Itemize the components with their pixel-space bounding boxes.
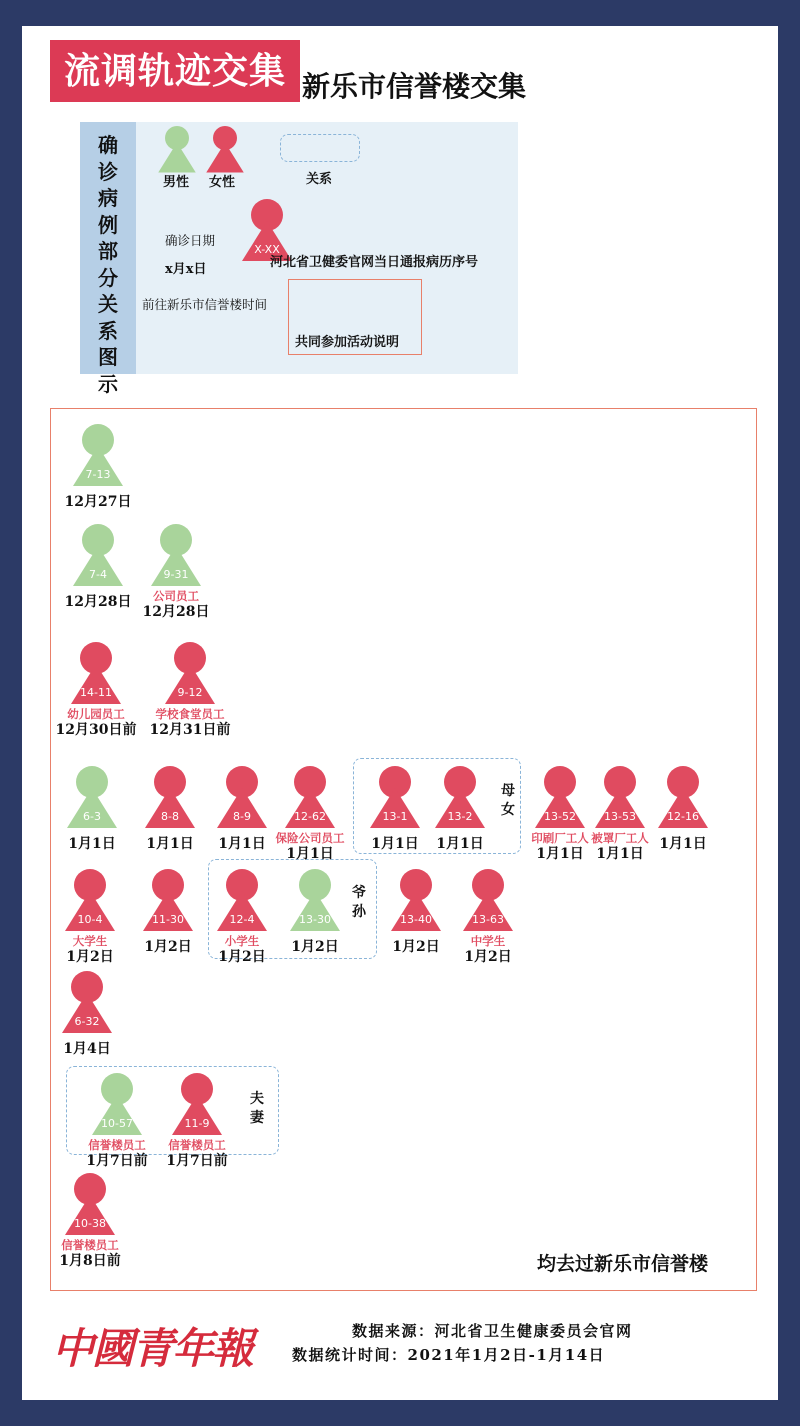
legend-title-char: 部 xyxy=(98,239,118,263)
case-role: 大学生 xyxy=(72,934,108,948)
legend-female-label: 女性 xyxy=(209,175,236,190)
legend-title-char: 分 xyxy=(98,265,118,290)
male-case-person-icon xyxy=(70,424,126,488)
infographic-page xyxy=(22,26,778,1400)
female-case-person-icon xyxy=(142,766,198,830)
case-visit-date: 1月2日 xyxy=(392,939,440,955)
page-subtitle: 新乐市信誉楼交集 xyxy=(302,70,527,103)
case-id: 6-3 xyxy=(83,810,101,823)
female-case-person-icon xyxy=(62,869,118,933)
case-id: 13-2 xyxy=(447,810,473,823)
case-id: 11-9 xyxy=(184,1117,210,1130)
case-id: 8-8 xyxy=(161,810,179,823)
case-id: 9-31 xyxy=(163,568,189,581)
case-visit-date: 1月1日 xyxy=(371,836,419,852)
case-id: 11-30 xyxy=(152,913,184,926)
case-visit-date: 12月30日前 xyxy=(55,722,137,738)
data-source-text: 数据来源：河北省卫生健康委员会官网 xyxy=(352,1322,633,1340)
female-case-person-icon xyxy=(59,971,115,1035)
case-role: 印刷厂工人 xyxy=(531,831,589,845)
data-stat-time-text: 数据统计时间：2021年1月2日-1月14日 xyxy=(292,1346,606,1364)
legend-title-char: 关 xyxy=(98,292,118,316)
legend-male-label: 男性 xyxy=(163,175,190,190)
female-person-icon xyxy=(204,126,246,174)
legend-relation-box xyxy=(280,134,360,162)
case-visit-date: 1月1日 xyxy=(146,836,194,852)
female-case-person-icon xyxy=(532,766,588,830)
case-visit-date: 1月7日前 xyxy=(166,1153,228,1169)
case-role: 公司员工 xyxy=(153,589,199,603)
case-id: 9-12 xyxy=(177,686,203,699)
female-case-person-icon xyxy=(282,766,338,830)
case-visit-date: 1月1日 xyxy=(218,836,266,852)
legend-title-char: 病 xyxy=(98,186,118,210)
female-case-person-icon xyxy=(214,766,270,830)
legend-activity-label: 共同参加活动说明 xyxy=(295,335,400,350)
case-visit-date: 1月2日 xyxy=(218,949,266,965)
case-id: 10-38 xyxy=(74,1217,106,1230)
relation-label-couple: 夫妻 xyxy=(250,1091,264,1126)
case-id: 12-16 xyxy=(667,810,699,823)
legend-title-char: 系 xyxy=(98,318,118,343)
case-role: 保险公司员工 xyxy=(275,831,345,845)
case-visit-date: 1月1日 xyxy=(436,836,484,852)
case-id: 10-4 xyxy=(77,913,103,926)
case-id: 12-4 xyxy=(229,913,255,926)
male-case-person-icon xyxy=(89,1073,145,1137)
case-visit-date: 12月31日前 xyxy=(149,722,231,738)
case-role: 被罩厂工人 xyxy=(591,831,649,845)
male-case-person-icon xyxy=(148,524,204,588)
legend-relation-label: 关系 xyxy=(306,172,333,187)
legend-case-number-label: 河北省卫健委官网当日通报病历序号 xyxy=(270,255,479,270)
male-case-person-icon xyxy=(287,869,343,933)
male-person-icon xyxy=(156,126,198,174)
female-case-person-icon xyxy=(655,766,711,830)
case-id: 13-53 xyxy=(604,810,636,823)
legend-title-char: 确 xyxy=(98,133,118,157)
case-role: 信誉楼员工 xyxy=(88,1138,146,1152)
female-case-person-icon xyxy=(169,1073,225,1137)
case-role: 幼儿园员工 xyxy=(67,707,125,721)
case-visit-date: 1月2日 xyxy=(144,939,192,955)
page-title: 流调轨迹交集 xyxy=(50,40,300,102)
case-role: 信誉楼员工 xyxy=(168,1138,226,1152)
case-id: 14-11 xyxy=(80,686,112,699)
case-id: 13-63 xyxy=(472,913,504,926)
male-case-person-icon xyxy=(70,524,126,588)
case-visit-date: 1月1日 xyxy=(286,846,334,862)
case-visit-date: 1月1日 xyxy=(536,846,584,862)
female-case-person-icon xyxy=(432,766,488,830)
legend-title-char: 例 xyxy=(98,212,118,237)
sample-person-icon xyxy=(239,199,295,263)
case-visit-date: 12月28日 xyxy=(142,604,210,620)
case-id: 7-13 xyxy=(85,468,111,481)
legend-title-char: 图 xyxy=(98,345,118,369)
case-role: 学校食堂员工 xyxy=(155,707,225,721)
case-role: 信誉楼员工 xyxy=(61,1238,119,1252)
china-youth-daily-logo: 中國青年報 xyxy=(52,1324,253,1373)
sample-case-id: X-XX xyxy=(254,243,280,256)
case-visit-date: 1月2日 xyxy=(66,949,114,965)
female-case-person-icon xyxy=(162,642,218,706)
female-case-person-icon xyxy=(367,766,423,830)
case-visit-date: 1月2日 xyxy=(291,939,339,955)
case-role: 小学生 xyxy=(224,934,260,948)
case-id: 13-40 xyxy=(400,913,432,926)
legend-date-placeholder: x月x日 xyxy=(165,262,207,277)
case-visit-date: 1月7日前 xyxy=(86,1153,148,1169)
case-visit-date: 12月27日 xyxy=(64,494,132,510)
legend-title-char: 示 xyxy=(98,371,118,396)
legend-confirm-date-label: 确诊日期 xyxy=(165,233,216,248)
female-case-person-icon xyxy=(388,869,444,933)
case-id: 7-4 xyxy=(89,568,107,581)
female-case-person-icon xyxy=(214,869,270,933)
legend-title-char: 诊 xyxy=(98,159,118,184)
female-case-person-icon xyxy=(140,869,196,933)
female-case-person-icon xyxy=(62,1173,118,1237)
visited-note: 均去过新乐市信誉楼 xyxy=(537,1253,709,1275)
case-id: 13-52 xyxy=(544,810,576,823)
case-visit-date: 1月1日 xyxy=(596,846,644,862)
female-case-person-icon xyxy=(68,642,124,706)
case-visit-date: 1月1日 xyxy=(659,836,707,852)
case-id: 13-1 xyxy=(382,810,408,823)
female-case-person-icon xyxy=(592,766,648,830)
legend-title xyxy=(80,132,136,397)
case-visit-date: 12月28日 xyxy=(64,594,132,610)
case-visit-date: 1月2日 xyxy=(464,949,512,965)
case-role: 中学生 xyxy=(470,934,506,948)
case-id: 10-57 xyxy=(101,1117,133,1130)
male-case-person-icon xyxy=(64,766,120,830)
case-id: 6-32 xyxy=(74,1015,100,1028)
case-id: 12-62 xyxy=(294,810,326,823)
case-visit-date: 1月1日 xyxy=(68,836,116,852)
case-id: 13-30 xyxy=(299,913,331,926)
case-id: 8-9 xyxy=(233,810,251,823)
case-visit-date: 1月4日 xyxy=(63,1041,111,1057)
relation-label-mother-daughter: 母女 xyxy=(501,783,515,818)
female-case-person-icon xyxy=(460,869,516,933)
relation-label-grandpa-grandson: 爷孙 xyxy=(352,885,366,920)
legend-visit-time-label: 前往新乐市信誉楼时间 xyxy=(142,297,268,312)
case-visit-date: 1月8日前 xyxy=(59,1253,121,1269)
